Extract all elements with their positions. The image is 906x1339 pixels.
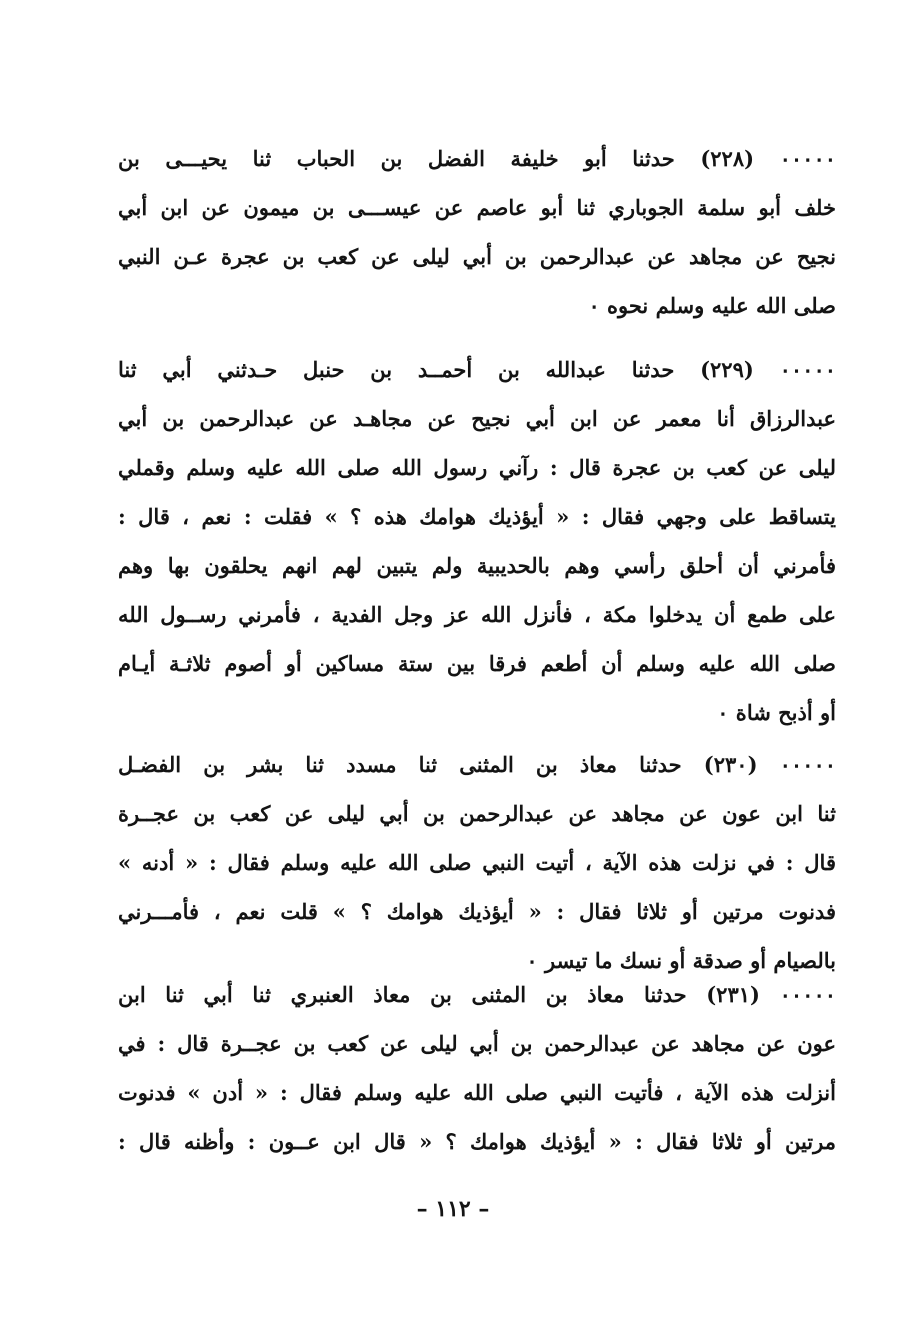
text-line: عبدالرزاق أنا معمر عن ابن أبي نجيح عن مجاهـد عن عبدالرحمن بن أبي (118, 406, 836, 431)
hadith-230 (118, 740, 836, 985)
text-line: فأمرني أن أحلق رأسي وهم بالحديبية ولم يتبين لهم انهم يحلقون بها وهم (118, 553, 836, 578)
text-line: نجيح عن مجاهد عن عبدالرحمن بن أبي ليلى عن كعب بن عجرة عـن النبي (118, 244, 836, 269)
text-line: يتساقط على وجهي فقال : « أيؤذيك هوامك هذه ؟ » فقلت : نعم ، قال : (118, 504, 836, 529)
text-line: أو أذبح شاة ٠ (717, 700, 836, 725)
text-line: ثنا ابن عون عن مجاهد عن عبدالرحمن بن أبي ليلى عن كعب بن عجــرة (118, 801, 836, 826)
text-line: ٠٠٠٠٠ (٢٣٠) حدثنا معاذ بن المثنى ثنا مسدد ثنا بشر بن الفضـل (118, 752, 836, 777)
text-line: أنزلت هذه الآية ، فأتيت النبي صلى الله عليه وسلم فقال : « أدن » فدنوت (118, 1080, 836, 1105)
text-line: ٠٠٠٠٠ (٢٣١) حدثنا معاذ بن المثنى بن معاذ العنبري ثنا أبي ثنا ابن (118, 982, 836, 1007)
hadith-228 (118, 134, 836, 330)
text-line: قال : في نزلت هذه الآية ، أتيت النبي صلى الله عليه وسلم فقال : « أدنه » (118, 850, 836, 875)
hadith-229 (118, 345, 836, 737)
text-line: صلى الله عليه وسلم نحوه ٠ (588, 293, 836, 318)
hadith-231 (118, 970, 836, 1166)
page-number: – ١١٢ – (416, 1196, 490, 1222)
text-line: ٠٠٠٠٠ (٢٢٩) حدثنا عبدالله بن أحمــد بن حنبل حـدثني أبي ثنا (118, 357, 836, 382)
text-line: خلف أبو سلمة الجوباري ثنا أبو عاصم عن عيســـى بن ميمون عن ابن أبي (118, 195, 836, 220)
text-line: صلى الله عليه وسلم أن أطعم فرقا بين ستة مساكين أو أصوم ثلاثـة أيـام (118, 651, 836, 676)
text-line: ٠٠٠٠٠ (٢٢٨) حدثنا أبو خليفة الفضل بن الحباب ثنا يحيـــى بن (118, 146, 836, 171)
text-line: على طمع أن يدخلوا مكة ، فأنزل الله عز وجل الفدية ، فأمرني رســول الله (118, 602, 836, 627)
text-line: ليلى عن كعب بن عجرة قال : رآني رسول الله صلى الله عليه وسلم وقملي (118, 455, 836, 480)
text-line: مرتين أو ثلاثا فقال : « أيؤذيك هوامك ؟ « قال ابن عــون : وأظنه قال : (118, 1129, 836, 1154)
text-line: فدنوت مرتين أو ثلاثا فقال : « أيؤذيك هوامك ؟ » قلت نعم ، فأمـــرني (118, 899, 836, 924)
text-line: بالصيام أو صدقة أو نسك ما تيسر ٠ (526, 948, 836, 973)
text-line: عون عن مجاهد عن عبدالرحمن بن أبي ليلى عن كعب بن عجــرة قال : في (118, 1031, 836, 1056)
